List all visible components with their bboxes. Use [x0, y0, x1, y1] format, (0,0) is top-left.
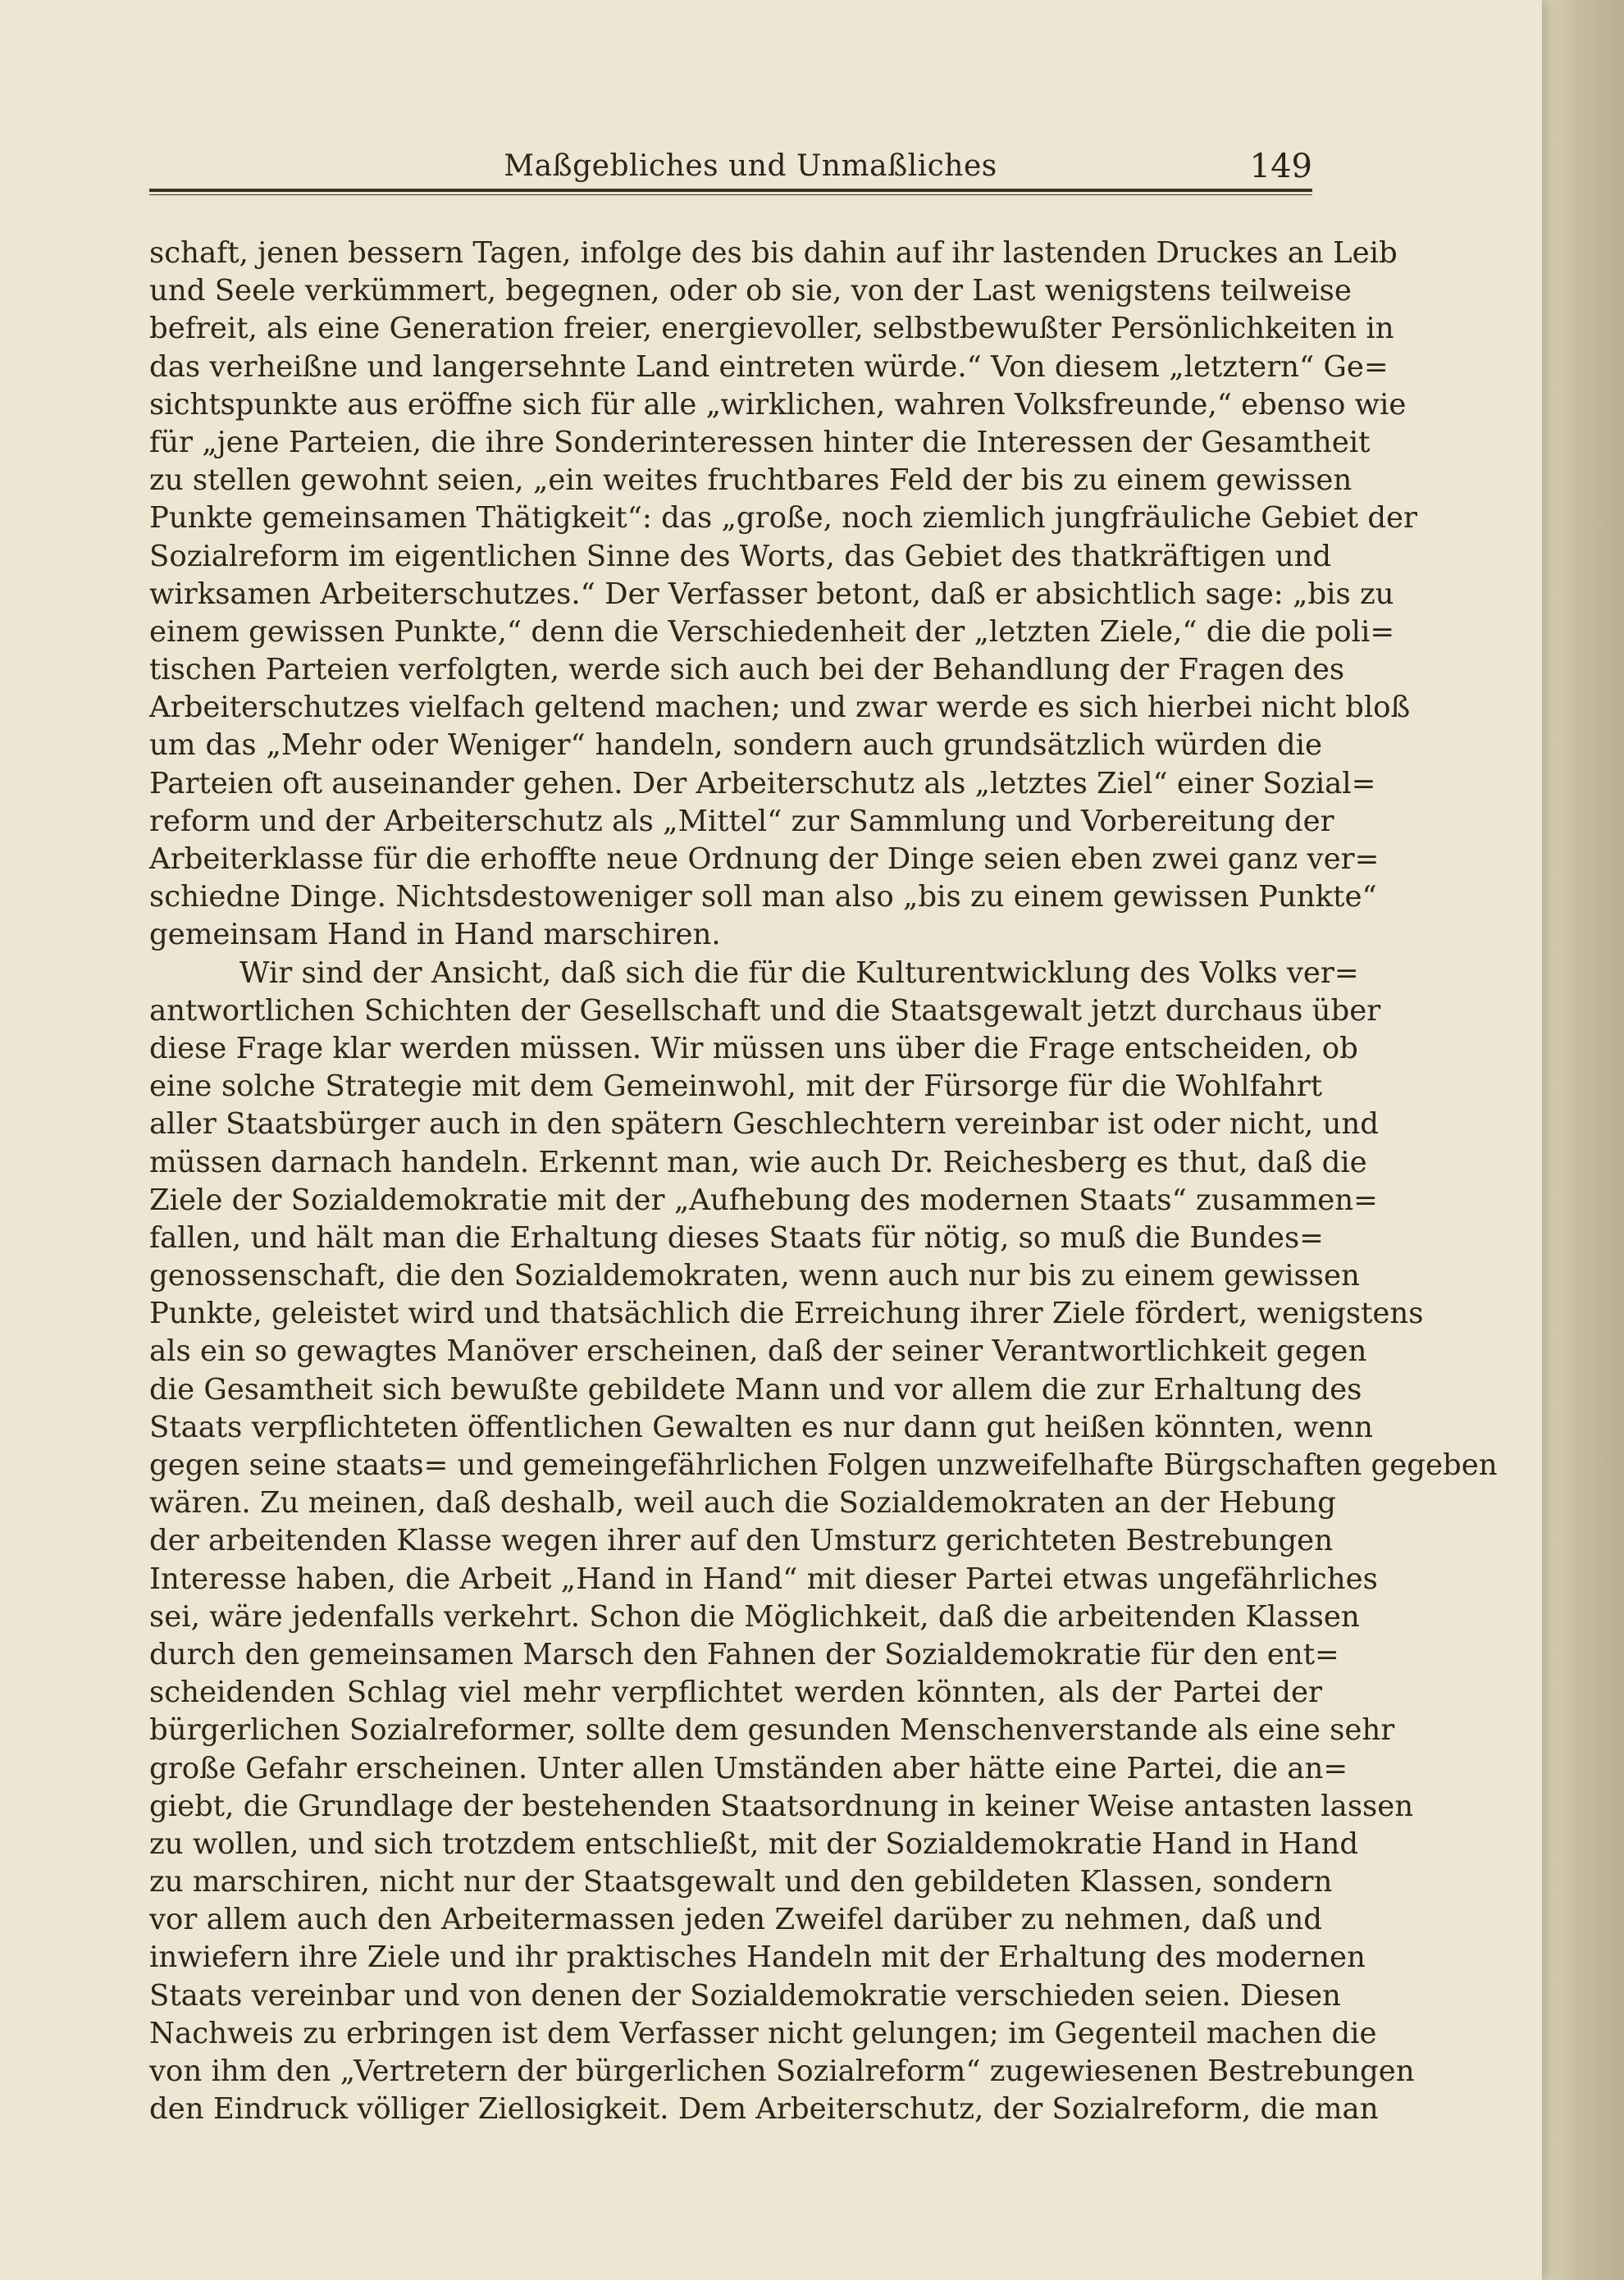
text-line: fallen, und hält man die Erhaltung dieses Staats für nötig, so muß die Bundes= [149, 1220, 1324, 1255]
text-line: giebt, die Grundlage der bestehenden Staatsordnung in keiner Weise antasten lassen [149, 1789, 1414, 1823]
text-line: Parteien oft auseinander gehen. Der Arbeiterschutz als „letztes Ziel“ einer Sozial= [149, 766, 1376, 800]
text-line: gegen seine staats= und gemeingefährlichen Folgen unzweifelhafte Bürgschaften gegeben [149, 1448, 1498, 1482]
text-line: tischen Parteien verfolgten, werde sich auch bei der Behandlung der Fragen des [149, 653, 1345, 687]
text-line: gemeinsam Hand in Hand marschiren. [149, 918, 721, 952]
header-rule-thin [149, 194, 1312, 195]
text-line: Wir sind der Ansicht, daß sich die für die Kulturentwicklung des Volks ver= [239, 955, 1359, 990]
text-line: den Eindruck völliger Ziellosigkeit. Dem Arbeiterschutz, der Sozialreform, die man [149, 2092, 1379, 2127]
text-line: schaft, jenen bessern Tagen, infolge des bis dahin auf ihr lastenden Druckes an Leib [149, 236, 1398, 270]
text-line: als ein so gewagtes Manöver erscheinen, daß der seiner Verantwortlichkeit gegen [149, 1334, 1367, 1369]
text-line: reform und der Arbeiterschutz als „Mittel“ zur Sammlung und Vorbereitung der [149, 804, 1334, 838]
body-text [149, 235, 1498, 2128]
text-line: das verheißne und langersehnte Land eintreten würde.“ Von diesem „letztern“ Ge= [149, 349, 1389, 384]
text-line: und Seele verkümmert, begegnen, oder ob sie, von der Last wenigstens teilweise [149, 274, 1352, 308]
text-line: Punkte, geleistet wird und thatsächlich die Erreichung ihrer Ziele fördert, wenigstens [149, 1297, 1424, 1331]
running-header [189, 144, 1312, 194]
text-line: sei, wäre jedenfalls verkehrt. Schon die Möglichkeit, daß die arbeitenden Klassen [149, 1599, 1360, 1634]
text-line: sichtspunkte aus eröffne sich für alle „wirklichen, wahren Volksfreunde,“ ebenso wie [149, 387, 1407, 422]
text-line: Arbeiterschutzes vielfach geltend machen; und zwar werde es sich hierbei nicht bloß [149, 691, 1411, 725]
text-line: Staats verpflichteten öffentlichen Gewalten es nur dann gut heißen könnten, wenn [149, 1410, 1374, 1444]
text-line: um das „Mehr oder Weniger“ handeln, sondern auch grundsätzlich würden die [149, 728, 1322, 763]
text-line: befreit, als eine Generation freier, energievoller, selbstbewußter Persönlichkeiten in [149, 312, 1394, 346]
text-line: Arbeiterklasse für die erhoffte neue Ordnung der Dinge seien eben zwei ganz ver= [149, 842, 1380, 876]
text-line: zu wollen, und sich trotzdem entschließt, mit der Sozialdemokratie Hand in Hand [149, 1826, 1359, 1861]
text-line: Ziele der Sozialdemokratie mit der „Aufhebung des modernen Staats“ zusammen= [149, 1183, 1378, 1217]
text-line: zu stellen gewohnt seien, „ein weites fruchtbares Feld der bis zu einem gewissen [149, 463, 1353, 498]
text-line: große Gefahr erscheinen. Unter allen Umständen aber hätte eine Partei, die an= [149, 1751, 1348, 1785]
text-line: Interesse haben, die Arbeit „Hand in Hand“ mit dieser Partei etwas ungefährliches [149, 1562, 1378, 1596]
header-rule [149, 189, 1312, 192]
text-line: der arbeitenden Klasse wegen ihrer auf den Umsturz gerichteten Bestrebungen [149, 1524, 1334, 1558]
text-line: einem gewissen Punkte,“ denn die Verschiedenheit der „letzten Ziele,“ die die poli= [149, 614, 1395, 649]
text-line: durch den gemeinsamen Marsch den Fahnen der Sozialdemokratie für den ent= [149, 1637, 1339, 1671]
text-line: zu marschiren, nicht nur der Staatsgewalt und den gebildeten Klassen, sondern [149, 1865, 1333, 1899]
text-line: scheidenden Schlag viel mehr verpflichtet werden könnten, als der Partei der [149, 1676, 1322, 1710]
running-title: Maßgebliches und Unmaßliches [504, 149, 997, 183]
text-line: die Gesamtheit sich bewußte gebildete Mann und vor allem die zur Erhaltung des [149, 1372, 1362, 1407]
text-line: für „jene Parteien, die ihre Sonderinteressen hinter die Interessen der Gesamtheit [149, 425, 1371, 459]
text-line: eine solche Strategie mit dem Gemeinwohl, mit der Fürsorge für die Wohlfahrt [149, 1069, 1322, 1104]
book-gutter [1534, 0, 1624, 2280]
text-line: vor allem auch den Arbeitermassen jeden Zweifel darüber zu nehmen, daß und [149, 1903, 1322, 1937]
text-line: aller Staatsbürger auch in den spätern Geschlechtern vereinbar ist oder nicht, und [149, 1107, 1379, 1142]
text-line: von ihm den „Vertretern der bürgerlichen Sozialreform“ zugewiesenen Bestrebungen [149, 2054, 1415, 2088]
text-line: inwiefern ihre Ziele und ihr praktisches Handeln mit der Erhaltung des modernen [149, 1940, 1366, 1975]
text-line: bürgerlichen Sozialreformer, sollte dem gesunden Menschenverstande als eine sehr [149, 1713, 1395, 1748]
text-line: Sozialreform im eigentlichen Sinne des Worts, das Gebiet des thatkräftigen und [149, 539, 1332, 573]
text-line: antwortlichen Schichten der Gesellschaft und die Staatsgewalt jetzt durchaus über [149, 993, 1381, 1028]
text-line: schiedne Dinge. Nichtsdestoweniger soll man also „bis zu einem gewissen Punkte“ [149, 880, 1377, 914]
page-number: 149 [1249, 148, 1312, 185]
text-line: Punkte gemeinsamen Thätigkeit“: das „große, noch ziemlich jungfräuliche Gebiet der [149, 501, 1418, 536]
text-line: Nachweis zu erbringen ist dem Verfasser nicht gelungen; im Gegenteil machen die [149, 2016, 1377, 2050]
text-line: Staats vereinbar und von denen der Sozialdemokratie verschieden seien. Diesen [149, 1978, 1341, 2013]
text-line: wären. Zu meinen, daß deshalb, weil auch die Sozialdemokraten an der Hebung [149, 1486, 1336, 1521]
text-line: wirksamen Arbeiterschutzes.“ Der Verfasser betont, daß er absichtlich sage: „bis zu [149, 577, 1394, 611]
text-line: müssen darnach handeln. Erkennt man, wie auch Dr. Reichesberg es thut, daß die [149, 1145, 1367, 1179]
text-line: genossenschaft, die den Sozialdemokraten, wenn auch nur bis zu einem gewissen [149, 1259, 1360, 1293]
text-line: diese Frage klar werden müssen. Wir müssen uns über die Frage entscheiden, ob [149, 1031, 1358, 1065]
